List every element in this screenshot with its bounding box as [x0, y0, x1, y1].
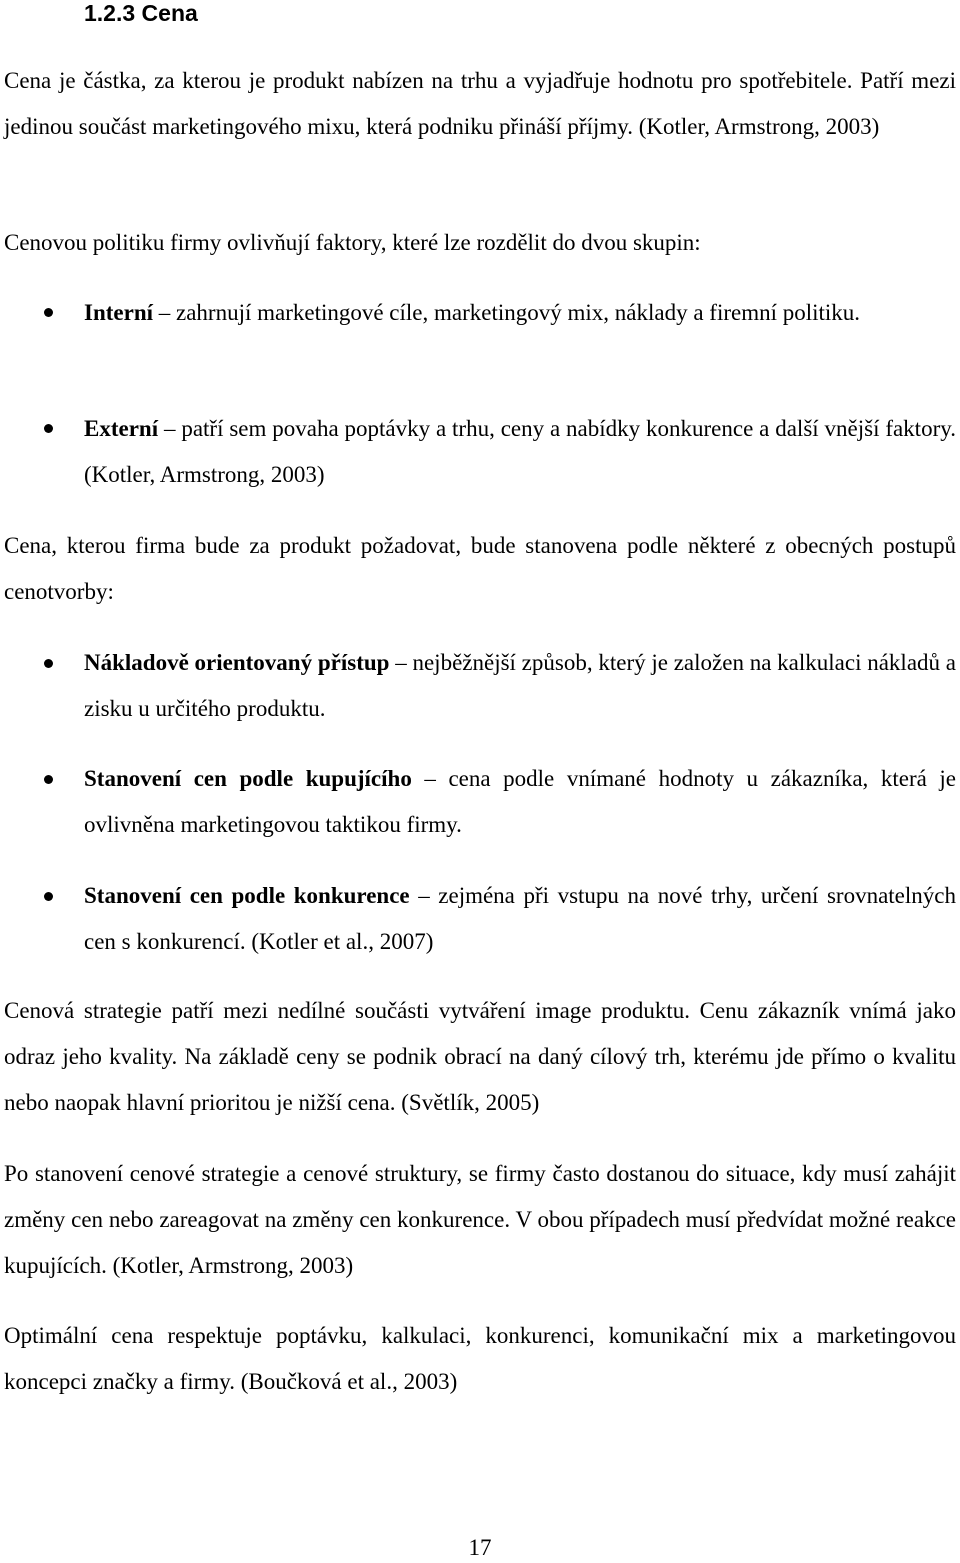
factor-item-external [84, 406, 956, 498]
bullet-icon [44, 775, 53, 784]
approach-term: Stanovení cen podle konkurence [84, 883, 410, 908]
factors-intro-paragraph: Cenovou politiku firmy ovlivňují faktory, které lze rozdělit do dvou skupin: [4, 230, 701, 255]
approach-description: – zejména při vstupu na nové trhy, určení srovnatelných cen s konkurencí. (Kotler et al., 2007) [84, 883, 956, 954]
bullet-icon [44, 892, 53, 901]
strategy-paragraph: Cenová strategie patří mezi nedílné součásti vytváření image produktu. Cenu zákazník vnímá jako odraz jeho kvality. Na základě ceny se podnik obrací na daný cílový trh, kterému jde přímo o kvalitu nebo naopak hlavní prioritou je nižší cena. (Světlík, 2005) [4, 998, 956, 1115]
factor-description: – zahrnují marketingové cíle, marketingový mix, náklady a firemní politiku. [153, 300, 861, 325]
approach-term: Stanovení cen podle kupujícího [84, 766, 412, 791]
pricing-intro-paragraph: Cena, kterou firma bude za produkt požadovat, bude stanovena podle některé z obecných postupů cenotvorby: [4, 533, 956, 604]
factor-term: Externí [84, 416, 159, 441]
bullet-icon [44, 659, 53, 668]
factor-item-internal [84, 290, 956, 336]
approach-item-buyer [84, 756, 956, 848]
intro-paragraph: Cena je částka, za kterou je produkt nabízen na trhu a vyjadřuje hodnotu pro spotřebitele. Patří mezi jedinou součást marketingového mixu, která podniku přináší příjmy. (Kotler, Armstrong, 2003) [4, 68, 956, 139]
approach-description: – nejběžnější způsob, který je založen na kalkulaci nákladů a zisku u určitého produktu. [84, 650, 956, 721]
section-heading: 1.2.3 Cena [84, 0, 198, 26]
factor-term: Interní [84, 300, 153, 325]
price-change-paragraph: Po stanovení cenové strategie a cenové struktury, se firmy často dostanou do situace, kdy musí zahájit změny cen nebo zareagovat na změny cen konkurence. V obou případech musí předvídat možné reakce kupujících. (Kotler, Armstrong, 2003) [4, 1161, 956, 1278]
approach-description: – cena podle vnímané hodnoty u zákazníka, která je ovlivněna marketingovou taktikou firmy. [84, 766, 956, 837]
approach-item-competition [84, 873, 956, 965]
bullet-icon [44, 424, 53, 433]
page-number: 17 [468, 1535, 492, 1560]
approach-item-cost [84, 640, 956, 732]
approach-term: Nákladově orientovaný přístup [84, 650, 390, 675]
bullet-icon [44, 308, 53, 317]
factor-description: – patří sem povaha poptávky a trhu, ceny a nabídky konkurence a další vnější faktory. (Kotler, Armstrong, 2003) [84, 416, 956, 487]
optimal-price-paragraph: Optimální cena respektuje poptávku, kalkulaci, konkurenci, komunikační mix a marketingovou koncepci značky a firmy. (Boučková et al., 2003) [4, 1323, 956, 1394]
